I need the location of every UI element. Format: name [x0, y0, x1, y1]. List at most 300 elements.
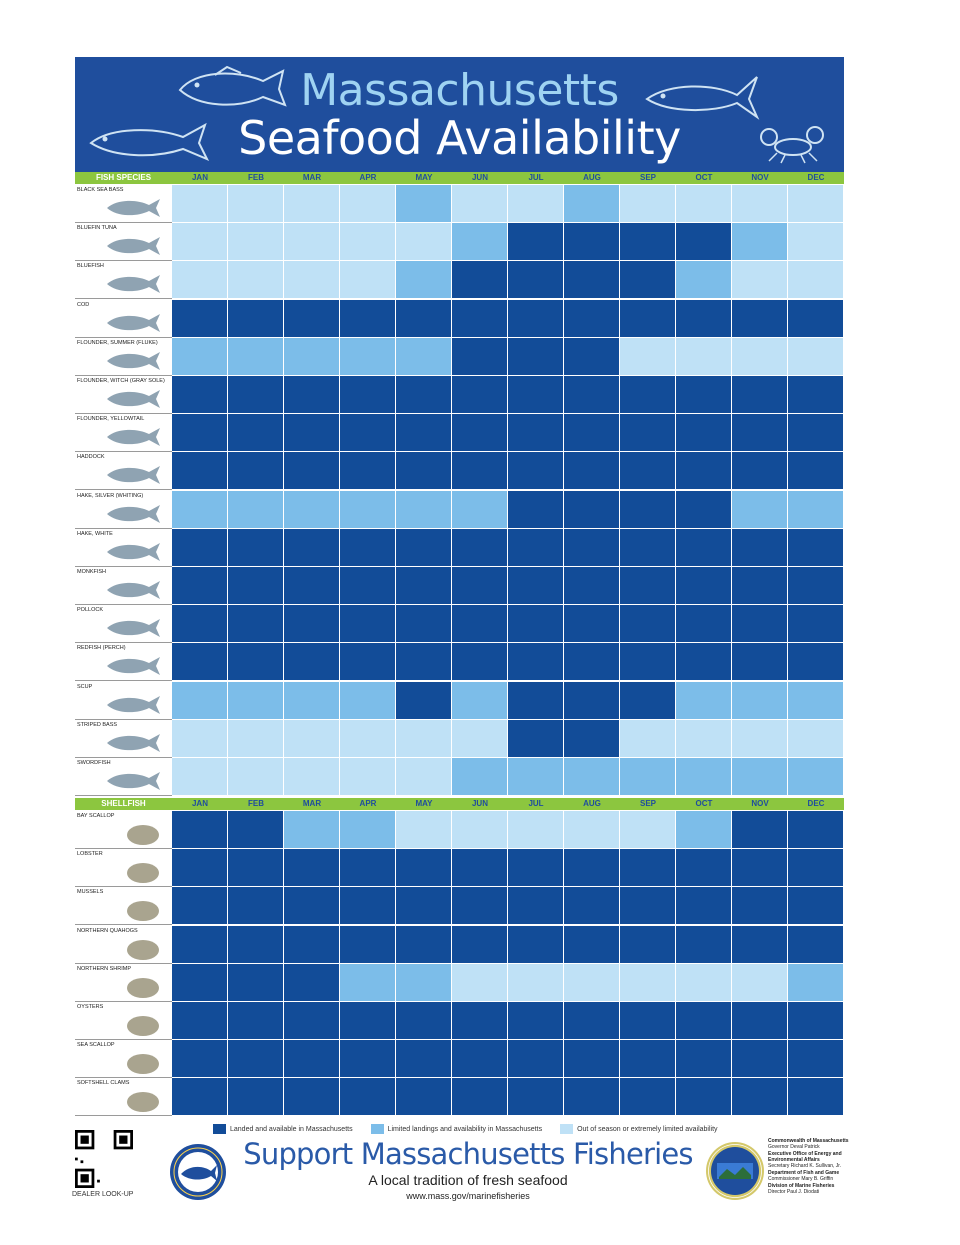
- availability-cell-may-available: [396, 1002, 452, 1040]
- availability-cell-dec-available: [788, 1002, 844, 1040]
- shellfish-header: [75, 798, 844, 810]
- availability-cell-jan-available: [172, 1078, 228, 1116]
- availability-cell-mar-available: [284, 849, 340, 887]
- species-row: [75, 1078, 844, 1116]
- species-label-cell: [75, 261, 172, 299]
- qr-label: DEALER LOOK-UP: [72, 1191, 134, 1198]
- availability-cell-sep-available: [620, 261, 676, 299]
- credit-entry: [768, 1170, 868, 1182]
- availability-cell-apr-available: [340, 1002, 396, 1040]
- availability-cell-feb-available: [228, 567, 284, 605]
- availability-cell-sep-available: [620, 567, 676, 605]
- species-name: STRIPED BASS: [77, 721, 118, 728]
- availability-cell-feb-available: [228, 1040, 284, 1078]
- availability-cell-aug-out-of-season: [564, 964, 620, 1002]
- availability-cell-dec-available: [788, 887, 844, 925]
- availability-cell-oct-available: [676, 223, 732, 261]
- availability-cell-nov-available: [732, 376, 788, 414]
- legend: [213, 1123, 736, 1135]
- availability-cell-mar-available: [284, 529, 340, 567]
- availability-cell-oct-available: [676, 376, 732, 414]
- availability-cell-aug-available: [564, 261, 620, 299]
- availability-cell-jun-available: [452, 261, 508, 299]
- redfish-image: [103, 654, 163, 678]
- availability-cell-mar-available: [284, 414, 340, 452]
- availability-cell-apr-limited: [340, 811, 396, 849]
- availability-cell-may-available: [396, 849, 452, 887]
- availability-cell-oct-available: [676, 567, 732, 605]
- availability-cell-jun-available: [452, 605, 508, 643]
- fish-species-label: FISH SPECIES: [95, 173, 152, 182]
- availability-cell-may-available: [396, 1040, 452, 1078]
- availability-cell-sep-available: [620, 887, 676, 925]
- shellfish-label: SHELLFISH: [101, 799, 146, 808]
- availability-cell-oct-available: [676, 300, 732, 338]
- availability-cell-mar-out-of-season: [284, 758, 340, 796]
- species-name: POLLOCK: [77, 607, 103, 614]
- species-label-cell: [75, 811, 172, 849]
- availability-cell-jun-available: [452, 849, 508, 887]
- availability-cell-may-available: [396, 1078, 452, 1116]
- species-row: [75, 529, 844, 567]
- footer-url[interactable]: www.mass.gov/marinefisheries: [406, 1191, 530, 1201]
- credit-entry: [768, 1138, 868, 1150]
- availability-cell-jul-available: [508, 682, 564, 720]
- availability-cell-jan-out-of-season: [172, 223, 228, 261]
- availability-cell-jul-available: [508, 300, 564, 338]
- availability-cell-apr-available: [340, 1078, 396, 1116]
- species-label-cell: [75, 223, 172, 261]
- availability-cell-feb-available: [228, 414, 284, 452]
- species-row: [75, 223, 844, 261]
- availability-cell-sep-available: [620, 643, 676, 681]
- species-label-cell: [75, 529, 172, 567]
- availability-cell-oct-limited: [676, 682, 732, 720]
- availability-cell-aug-available: [564, 926, 620, 964]
- availability-cell-dec-available: [788, 452, 844, 490]
- legend-label: Landed and available in Massachusetts: [230, 1125, 353, 1133]
- bluefish-image: [103, 272, 163, 296]
- availability-cell-aug-available: [564, 1078, 620, 1116]
- availability-cell-jul-available: [508, 414, 564, 452]
- species-row: [75, 926, 844, 964]
- availability-cell-jan-available: [172, 376, 228, 414]
- availability-cell-jun-out-of-season: [452, 964, 508, 1002]
- availability-cell-dec-available: [788, 811, 844, 849]
- species-name: BLACK SEA BASS: [77, 187, 124, 193]
- availability-cell-nov-available: [732, 811, 788, 849]
- availability-cell-aug-available: [564, 223, 620, 261]
- availability-cell-dec-out-of-season: [788, 338, 844, 376]
- species-label-cell: [75, 720, 172, 758]
- availability-cell-jul-available: [508, 338, 564, 376]
- availability-cell-nov-available: [732, 414, 788, 452]
- species-label-cell: [75, 887, 172, 925]
- availability-cell-may-out-of-season: [396, 758, 452, 796]
- month-header-aug: AUG: [583, 173, 601, 182]
- legend-item: [560, 1123, 717, 1135]
- availability-cell-oct-out-of-season: [676, 338, 732, 376]
- availability-cell-apr-available: [340, 529, 396, 567]
- availability-cell-feb-limited: [228, 491, 284, 529]
- species-row: [75, 1040, 844, 1078]
- availability-cell-aug-available: [564, 300, 620, 338]
- availability-cell-feb-out-of-season: [228, 223, 284, 261]
- month-header-nov: NOV: [751, 173, 769, 182]
- legend-swatch: [213, 1124, 226, 1134]
- availability-cell-feb-limited: [228, 682, 284, 720]
- availability-cell-dec-available: [788, 376, 844, 414]
- availability-cell-aug-available: [564, 452, 620, 490]
- lobster-image: [103, 860, 163, 884]
- availability-cell-jul-available: [508, 643, 564, 681]
- silver-hake-image: [103, 502, 163, 526]
- month-header-sep: SEP: [639, 173, 656, 182]
- availability-cell-dec-limited: [788, 491, 844, 529]
- species-label-cell: [75, 338, 172, 376]
- species-row: [75, 643, 844, 681]
- availability-cell-jun-available: [452, 452, 508, 490]
- availability-cell-dec-available: [788, 643, 844, 681]
- availability-cell-oct-available: [676, 1040, 732, 1078]
- availability-cell-feb-available: [228, 376, 284, 414]
- availability-cell-jan-available: [172, 811, 228, 849]
- availability-cell-dec-available: [788, 300, 844, 338]
- species-row: [75, 605, 844, 643]
- availability-cell-jun-available: [452, 1040, 508, 1078]
- department-of-fish-and-game-seal: [705, 1141, 765, 1201]
- availability-cell-oct-available: [676, 605, 732, 643]
- availability-cell-oct-available: [676, 491, 732, 529]
- availability-cell-may-limited: [396, 338, 452, 376]
- legend-swatch: [560, 1124, 573, 1134]
- species-label-cell: [75, 376, 172, 414]
- availability-cell-apr-limited: [340, 682, 396, 720]
- month-header-sep: SEP: [639, 799, 656, 808]
- availability-cell-feb-available: [228, 811, 284, 849]
- availability-cell-nov-available: [732, 1002, 788, 1040]
- availability-cell-jun-available: [452, 887, 508, 925]
- availability-cell-dec-available: [788, 1040, 844, 1078]
- availability-cell-jul-out-of-season: [508, 185, 564, 223]
- title-seafood-availability: Seafood Availability: [238, 111, 681, 165]
- availability-cell-apr-available: [340, 1040, 396, 1078]
- species-label-cell: [75, 567, 172, 605]
- credit-org: Division of Marine Fisheries: [768, 1183, 835, 1189]
- availability-cell-jun-out-of-season: [452, 720, 508, 758]
- availability-cell-may-available: [396, 529, 452, 567]
- availability-cell-jul-available: [508, 223, 564, 261]
- availability-cell-nov-out-of-season: [732, 185, 788, 223]
- monkfish-image: [103, 578, 163, 602]
- month-header-jan: JAN: [191, 173, 208, 182]
- summer-flounder-image: [103, 349, 163, 373]
- availability-cell-jul-available: [508, 605, 564, 643]
- species-name: REDFISH (PERCH): [77, 645, 126, 652]
- availability-cell-apr-available: [340, 300, 396, 338]
- availability-cell-jan-available: [172, 1040, 228, 1078]
- availability-cell-may-available: [396, 376, 452, 414]
- legend-swatch: [371, 1124, 384, 1134]
- species-name: BLUEFISH: [77, 263, 104, 270]
- availability-cell-oct-limited: [676, 758, 732, 796]
- availability-cell-apr-available: [340, 376, 396, 414]
- availability-cell-jun-out-of-season: [452, 185, 508, 223]
- availability-cell-aug-available: [564, 414, 620, 452]
- witch-flounder-image: [103, 387, 163, 411]
- availability-cell-mar-available: [284, 1002, 340, 1040]
- availability-cell-nov-limited: [732, 223, 788, 261]
- species-name: OYSTERS: [77, 1004, 104, 1010]
- availability-cell-jan-available: [172, 849, 228, 887]
- species-label-cell: [75, 1040, 172, 1078]
- credit-entry: [768, 1151, 868, 1169]
- availability-cell-jun-available: [452, 1002, 508, 1040]
- legend-item: [213, 1123, 353, 1135]
- bluefin-tuna-image: [103, 234, 163, 258]
- species-name: SCUP: [77, 683, 93, 690]
- credit-person: Commissioner Mary B. Griffin: [768, 1176, 834, 1182]
- availability-cell-sep-limited: [620, 758, 676, 796]
- availability-cell-mar-available: [284, 643, 340, 681]
- availability-cell-feb-available: [228, 529, 284, 567]
- yellowtail-flounder-image: [103, 425, 163, 449]
- availability-cell-jul-available: [508, 491, 564, 529]
- availability-cell-oct-available: [676, 887, 732, 925]
- availability-cell-jun-limited: [452, 682, 508, 720]
- availability-cell-jul-available: [508, 567, 564, 605]
- species-row: [75, 849, 844, 887]
- availability-cell-sep-available: [620, 223, 676, 261]
- month-header-mar: MAR: [302, 173, 322, 182]
- species-name: BLUEFIN TUNA: [77, 225, 117, 232]
- credit-org: Executive Office of Energy and Environmental Affairs: [768, 1151, 842, 1163]
- species-name: BAY SCALLOP: [77, 813, 115, 819]
- credit-person: Secretary Richard K. Sullivan, Jr.: [768, 1163, 842, 1169]
- availability-cell-nov-available: [732, 643, 788, 681]
- availability-cell-aug-available: [564, 529, 620, 567]
- species-name: FLOUNDER, YELLOWTAIL: [77, 416, 145, 423]
- availability-cell-oct-out-of-season: [676, 185, 732, 223]
- availability-cell-oct-available: [676, 643, 732, 681]
- availability-cell-jul-available: [508, 887, 564, 925]
- footer-subtitle: A local tradition of fresh seafood: [368, 1172, 568, 1188]
- swordfish-image: [103, 769, 163, 793]
- shrimp-image: [103, 975, 163, 999]
- quahog-image: [103, 937, 163, 961]
- month-header-jan: JAN: [191, 799, 208, 808]
- availability-cell-jun-available: [452, 414, 508, 452]
- availability-cell-jul-out-of-season: [508, 964, 564, 1002]
- sea-scallop-image: [103, 1051, 163, 1075]
- availability-cell-jul-available: [508, 376, 564, 414]
- availability-cell-jun-available: [452, 300, 508, 338]
- availability-cell-sep-out-of-season: [620, 964, 676, 1002]
- oyster-image: [103, 1013, 163, 1037]
- species-row: [75, 887, 844, 925]
- species-row: [75, 567, 844, 605]
- softshell-clams-image: [103, 1089, 163, 1113]
- species-row: [75, 964, 844, 1002]
- availability-cell-sep-available: [620, 491, 676, 529]
- availability-cell-jun-available: [452, 643, 508, 681]
- availability-cell-dec-out-of-season: [788, 720, 844, 758]
- availability-cell-may-limited: [396, 261, 452, 299]
- month-header-jun: JUN: [471, 799, 488, 808]
- availability-cell-mar-available: [284, 300, 340, 338]
- availability-cell-mar-available: [284, 887, 340, 925]
- availability-cell-apr-available: [340, 414, 396, 452]
- species-row: [75, 758, 844, 796]
- footer-title: Support Massachusetts Fisheries: [243, 1137, 693, 1171]
- availability-cell-mar-limited: [284, 682, 340, 720]
- availability-cell-oct-out-of-season: [676, 720, 732, 758]
- qr-code[interactable]: [75, 1130, 133, 1188]
- availability-cell-jun-available: [452, 1078, 508, 1116]
- month-header-jul: JUL: [528, 173, 544, 182]
- species-name: SOFTSHELL CLAMS: [77, 1080, 130, 1087]
- availability-cell-feb-available: [228, 1002, 284, 1040]
- mussels-image: [103, 898, 163, 922]
- availability-cell-jan-available: [172, 567, 228, 605]
- availability-cell-jun-available: [452, 338, 508, 376]
- availability-cell-sep-available: [620, 414, 676, 452]
- availability-cell-jun-out-of-season: [452, 811, 508, 849]
- availability-cell-may-out-of-season: [396, 811, 452, 849]
- availability-cell-aug-available: [564, 849, 620, 887]
- availability-cell-oct-available: [676, 1002, 732, 1040]
- availability-cell-feb-out-of-season: [228, 720, 284, 758]
- species-label-cell: [75, 926, 172, 964]
- availability-cell-jul-available: [508, 452, 564, 490]
- availability-cell-may-available: [396, 887, 452, 925]
- species-name: SEA SCALLOP: [77, 1042, 115, 1049]
- availability-cell-nov-available: [732, 1078, 788, 1116]
- availability-cell-aug-out-of-season: [564, 811, 620, 849]
- availability-cell-apr-available: [340, 926, 396, 964]
- availability-cell-feb-available: [228, 452, 284, 490]
- availability-cell-dec-out-of-season: [788, 261, 844, 299]
- availability-cell-may-limited: [396, 491, 452, 529]
- availability-cell-jan-available: [172, 529, 228, 567]
- availability-cell-sep-available: [620, 452, 676, 490]
- availability-cell-jul-limited: [508, 758, 564, 796]
- species-name: FLOUNDER, WITCH (GRAY SOLE): [77, 378, 165, 384]
- species-row: [75, 300, 844, 338]
- credit-org: Department of Fish and Game: [768, 1170, 840, 1176]
- availability-cell-jul-available: [508, 1002, 564, 1040]
- availability-cell-jan-available: [172, 1002, 228, 1040]
- availability-cell-jan-out-of-season: [172, 185, 228, 223]
- availability-cell-nov-available: [732, 300, 788, 338]
- availability-cell-sep-available: [620, 605, 676, 643]
- species-name: MUSSELS: [77, 889, 104, 896]
- availability-cell-jul-available: [508, 1040, 564, 1078]
- month-header-feb: FEB: [248, 799, 264, 808]
- availability-cell-mar-out-of-season: [284, 720, 340, 758]
- availability-cell-feb-limited: [228, 338, 284, 376]
- availability-cell-may-available: [396, 567, 452, 605]
- availability-cell-sep-available: [620, 1002, 676, 1040]
- availability-cell-mar-available: [284, 1078, 340, 1116]
- species-name: FLOUNDER, SUMMER (FLUKE): [77, 339, 158, 346]
- availability-cell-dec-available: [788, 605, 844, 643]
- availability-cell-dec-limited: [788, 964, 844, 1002]
- species-row: [75, 682, 844, 720]
- availability-cell-sep-available: [620, 376, 676, 414]
- availability-cell-feb-out-of-season: [228, 758, 284, 796]
- month-header-apr: APR: [359, 173, 377, 182]
- availability-cell-may-limited: [396, 964, 452, 1002]
- availability-cell-sep-available: [620, 849, 676, 887]
- availability-cell-apr-available: [340, 567, 396, 605]
- month-header-nov: NOV: [751, 799, 769, 808]
- availability-cell-aug-available: [564, 887, 620, 925]
- availability-cell-mar-limited: [284, 491, 340, 529]
- availability-cell-jun-limited: [452, 758, 508, 796]
- availability-cell-aug-available: [564, 338, 620, 376]
- availability-cell-apr-out-of-season: [340, 758, 396, 796]
- availability-cell-jul-available: [508, 720, 564, 758]
- availability-cell-apr-available: [340, 605, 396, 643]
- availability-cell-jul-available: [508, 261, 564, 299]
- species-row: [75, 414, 844, 452]
- credit-person: Director Paul J. Diodati: [768, 1189, 820, 1195]
- availability-cell-apr-out-of-season: [340, 261, 396, 299]
- species-label-cell: [75, 491, 172, 529]
- availability-cell-mar-available: [284, 605, 340, 643]
- availability-cell-nov-available: [732, 452, 788, 490]
- availability-cell-feb-available: [228, 643, 284, 681]
- species-label-cell: [75, 758, 172, 796]
- striped-bass-image: [103, 731, 163, 755]
- availability-cell-apr-out-of-season: [340, 185, 396, 223]
- availability-cell-nov-available: [732, 605, 788, 643]
- black-sea-bass-image: [103, 196, 163, 220]
- availability-cell-feb-available: [228, 1078, 284, 1116]
- fish-species-header: [75, 172, 844, 184]
- availability-cell-mar-out-of-season: [284, 185, 340, 223]
- availability-cell-mar-limited: [284, 338, 340, 376]
- availability-cell-dec-available: [788, 926, 844, 964]
- availability-cell-may-out-of-season: [396, 720, 452, 758]
- availability-cell-mar-available: [284, 567, 340, 605]
- availability-cell-jan-available: [172, 887, 228, 925]
- availability-cell-may-available: [396, 452, 452, 490]
- availability-cell-apr-out-of-season: [340, 720, 396, 758]
- availability-cell-aug-limited: [564, 185, 620, 223]
- availability-cell-oct-out-of-season: [676, 964, 732, 1002]
- availability-cell-may-available: [396, 682, 452, 720]
- species-row: [75, 185, 844, 223]
- availability-cell-may-available: [396, 605, 452, 643]
- availability-cell-mar-available: [284, 1040, 340, 1078]
- availability-cell-feb-available: [228, 849, 284, 887]
- availability-cell-sep-out-of-season: [620, 185, 676, 223]
- availability-cell-sep-available: [620, 926, 676, 964]
- species-label-cell: [75, 964, 172, 1002]
- month-header-may: MAY: [415, 799, 433, 808]
- species-name: HAKE, WHITE: [77, 530, 113, 537]
- species-label-cell: [75, 682, 172, 720]
- species-row: [75, 338, 844, 376]
- availability-cell-jul-available: [508, 1078, 564, 1116]
- availability-cell-sep-available: [620, 1040, 676, 1078]
- availability-cell-sep-available: [620, 300, 676, 338]
- availability-cell-feb-available: [228, 300, 284, 338]
- availability-cell-sep-available: [620, 1078, 676, 1116]
- legend-label: Out of season or extremely limited availability: [577, 1125, 718, 1133]
